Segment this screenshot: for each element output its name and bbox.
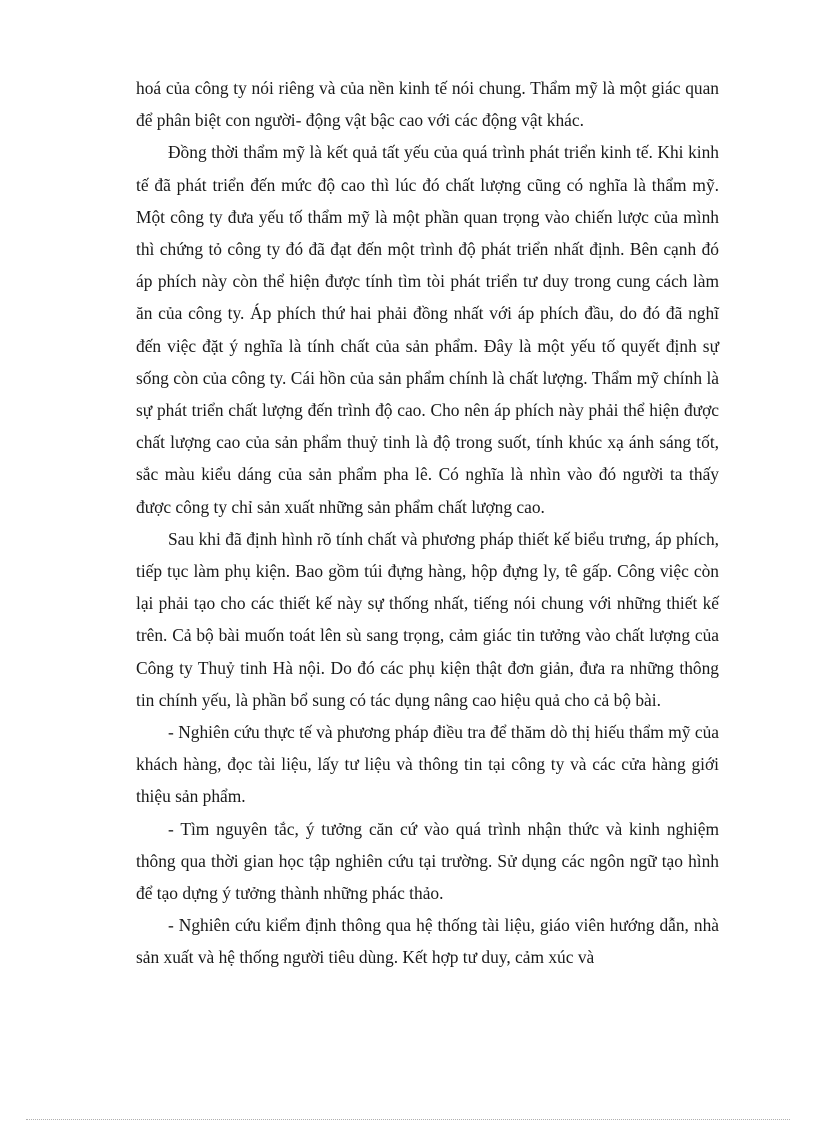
paragraph-aesthetics: Đồng thời thẩm mỹ là kết quả tất yếu của quá trình phát triển kinh tế. Khi kinh tế đã phát triển đến mức độ cao thì lúc đó chất lượng cũng có nghĩa là thẩm mỹ. Một công ty đưa yếu tố thẩm mỹ là một phần quan trọng vào chiến lược của mình thì chứng tỏ công ty đó đã đạt đến một trình độ phát triển nhất định. Bên cạnh đó áp phích này còn thể hiện được tính tìm tòi phát triển tư duy trong cung cách làm ăn của công ty. Áp phích thứ hai phải đồng nhất với áp phích đầu, do đó đã nghĩ đến việc đặt ý nghĩa là tính chất của sản phẩm. Đây là một yếu tố quyết định sự sống còn của công ty. Cái hồn của sản phẩm chính là chất lượng. Thẩm mỹ chính là sự phát triển chất lượng đến trình độ cao. Cho nên áp phích này phải thể hiện được chất lượng cao của sản phẩm thuỷ tinh là độ trong suốt, tính khúc xạ ánh sáng tốt, sắc màu kiểu dáng của sản phẩm pha lê. Có nghĩa là nhìn vào đó người ta thấy được công ty chỉ sản xuất những sản phẩm chất lượng cao. (136, 142, 719, 517)
list-item-principles: - Tìm nguyên tắc, ý tưởng căn cứ vào quá trình nhận thức và kinh nghiệm thông qua thời gian học tập nghiên cứu tại trường. Sử dụng các ngôn ngữ tạo hình để tạo dựng ý tưởng thành những phác thảo. (136, 818, 719, 904)
page-bottom-divider (26, 1119, 790, 1120)
list-item-verification: - Nghiên cứu kiểm định thông qua hệ thống tài liệu, giáo viên hướng dẫn, nhà sản xuất và hệ thống người tiêu dùng. Kết hợp tư duy, cảm xúc và (136, 915, 719, 968)
list-item-research: - Nghiên cứu thực tế và phương pháp điều tra để thăm dò thị hiếu thẩm mỹ của khách hàng, đọc tài liệu, lấy tư liệu và thông tin tại công ty và các cửa hàng giới thiệu sản phẩm. (136, 722, 719, 807)
paragraph-accessories: Sau khi đã định hình rõ tính chất và phương pháp thiết kế biểu trưng, áp phích, tiếp tục làm phụ kiện. Bao gồm túi đựng hàng, hộp đựng ly, tê gấp. Công việc còn lại phải tạo cho các thiết kế này sự thống nhất, tiếng nói chung với những thiết kế trên. Cả bộ bài muốn toát lên sù sang trọng, cảm giác tin tưởng vào chất lượng của Công ty Thuỷ tinh Hà nội. Do đó các phụ kiện thật đơn giản, đưa ra những thông tin chính yếu, là phần bổ sung có tác dụng nâng cao hiệu quả cho cả bộ bài. (136, 528, 719, 710)
body-text (136, 72, 719, 974)
paragraph-continuation: hoá của công ty nói riêng và của nền kinh tế nói chung. Thẩm mỹ là một giác quan để phân biệt con người- động vật bậc cao với các động vật khác. (136, 78, 719, 131)
